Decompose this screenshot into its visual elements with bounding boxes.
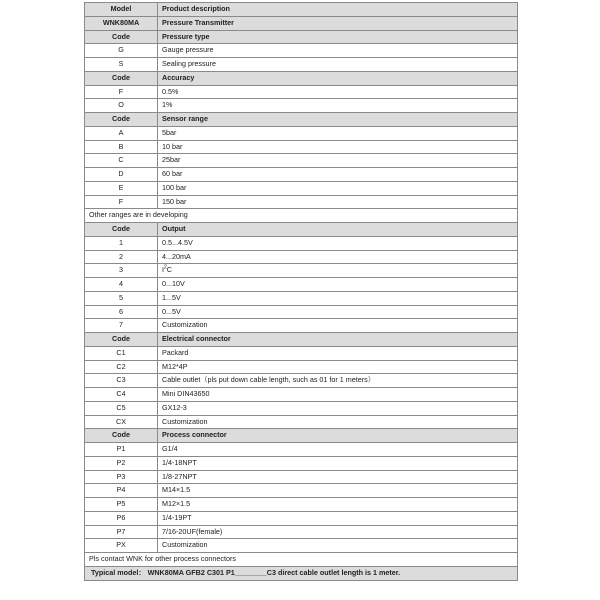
option-code: 7 [85, 319, 158, 333]
option-code: C3 [85, 374, 158, 388]
option-code: P6 [85, 511, 158, 525]
option-row [85, 181, 518, 195]
section-header-row [85, 429, 518, 443]
option-description: Packard [158, 346, 518, 360]
option-row [85, 140, 518, 154]
section-header-row [85, 71, 518, 85]
option-row [85, 99, 518, 113]
option-row [85, 264, 518, 278]
option-code: C5 [85, 401, 158, 415]
section-code-header: Code [85, 113, 158, 127]
product-code-sheet [84, 2, 517, 581]
option-description: M14×1.5 [158, 484, 518, 498]
option-row [85, 539, 518, 553]
option-code: PX [85, 539, 158, 553]
option-code: F [85, 195, 158, 209]
table-header-row [85, 3, 518, 17]
option-row [85, 319, 518, 333]
option-code: P5 [85, 498, 158, 512]
typical-model-text: Typical model： WNK80MA GFB2 C301 P1________C3 direct cable outlet length is 1 meter. [85, 566, 518, 580]
option-description: Cable outlet（pls put down cable length, such as 01 for 1 meters） [158, 374, 518, 388]
option-description: 0.5...4.5V [158, 236, 518, 250]
option-row [85, 291, 518, 305]
option-row [85, 236, 518, 250]
table-body [85, 3, 518, 581]
option-description: Sealing pressure [158, 58, 518, 72]
option-code: E [85, 181, 158, 195]
option-row [85, 401, 518, 415]
option-code: C2 [85, 360, 158, 374]
option-row [85, 154, 518, 168]
option-description: 25bar [158, 154, 518, 168]
option-code: C1 [85, 346, 158, 360]
option-row [85, 525, 518, 539]
option-row [85, 443, 518, 457]
option-description: 0.5% [158, 85, 518, 99]
option-description: Customization [158, 539, 518, 553]
option-row [85, 44, 518, 58]
option-code: 5 [85, 291, 158, 305]
section-title: Sensor range [158, 113, 518, 127]
section-code-header: Code [85, 223, 158, 237]
section-note: Pls contact WNK for other process connectors [85, 553, 518, 567]
option-description: 1...5V [158, 291, 518, 305]
option-description: Mini DIN43650 [158, 388, 518, 402]
section-code-header: Code [85, 30, 158, 44]
option-row [85, 498, 518, 512]
model-row [85, 16, 518, 30]
option-description: 1% [158, 99, 518, 113]
option-row [85, 346, 518, 360]
option-code: P3 [85, 470, 158, 484]
model-selection-table [84, 2, 518, 581]
option-description: 7/16-20UF(female) [158, 525, 518, 539]
option-description-superscript: 2 [164, 264, 167, 271]
option-description: 1/8-27NPT [158, 470, 518, 484]
header-description-cell: Product description [158, 3, 518, 17]
option-description [158, 264, 518, 278]
option-code: P4 [85, 484, 158, 498]
option-code: 6 [85, 305, 158, 319]
option-code: S [85, 58, 158, 72]
option-description-text: I [162, 265, 164, 275]
model-description-cell: Pressure Transmitter [158, 16, 518, 30]
option-code: 4 [85, 278, 158, 292]
section-title: Accuracy [158, 71, 518, 85]
option-row [85, 250, 518, 264]
section-code-header: Code [85, 429, 158, 443]
section-header-row [85, 113, 518, 127]
option-code: F [85, 85, 158, 99]
option-row [85, 85, 518, 99]
section-title: Process connector [158, 429, 518, 443]
option-row [85, 168, 518, 182]
section-note: Other ranges are in developing [85, 209, 518, 223]
option-code: O [85, 99, 158, 113]
option-description: 10 bar [158, 140, 518, 154]
option-description: 1/4-19PT [158, 511, 518, 525]
option-row [85, 388, 518, 402]
option-description: 5bar [158, 126, 518, 140]
option-description: M12×1.5 [158, 498, 518, 512]
option-row [85, 484, 518, 498]
note-row [85, 209, 518, 223]
option-code: D [85, 168, 158, 182]
option-code: CX [85, 415, 158, 429]
option-code: B [85, 140, 158, 154]
option-code: 2 [85, 250, 158, 264]
option-code: A [85, 126, 158, 140]
option-row [85, 374, 518, 388]
option-code: P1 [85, 443, 158, 457]
section-title: Electrical connector [158, 333, 518, 347]
option-code: C4 [85, 388, 158, 402]
option-description: 1/4-18NPT [158, 456, 518, 470]
option-description: Gauge pressure [158, 44, 518, 58]
section-header-row [85, 223, 518, 237]
option-row [85, 456, 518, 470]
option-row [85, 58, 518, 72]
option-description-suffix: C [166, 265, 172, 275]
option-code: G [85, 44, 158, 58]
option-code: P2 [85, 456, 158, 470]
section-code-header: Code [85, 71, 158, 85]
option-description: GX12-3 [158, 401, 518, 415]
option-row [85, 195, 518, 209]
option-description: M12*4P [158, 360, 518, 374]
note-row [85, 553, 518, 567]
option-code: P7 [85, 525, 158, 539]
option-code: C [85, 154, 158, 168]
option-description: 4...20mA [158, 250, 518, 264]
option-description: 60 bar [158, 168, 518, 182]
header-model-cell: Model [85, 3, 158, 17]
option-row [85, 511, 518, 525]
option-row [85, 126, 518, 140]
option-row [85, 305, 518, 319]
option-description: Customization [158, 319, 518, 333]
option-row [85, 470, 518, 484]
section-title: Pressure type [158, 30, 518, 44]
section-header-row [85, 333, 518, 347]
option-description: G1/4 [158, 443, 518, 457]
option-row [85, 415, 518, 429]
section-header-row [85, 30, 518, 44]
option-description: 100 bar [158, 181, 518, 195]
typical-model-row [85, 566, 518, 580]
option-description: 150 bar [158, 195, 518, 209]
option-code: 1 [85, 236, 158, 250]
option-row [85, 360, 518, 374]
option-code: 3 [85, 264, 158, 278]
section-code-header: Code [85, 333, 158, 347]
model-code-cell: WNK80MA [85, 16, 158, 30]
option-row [85, 278, 518, 292]
option-description: 0...5V [158, 305, 518, 319]
option-description: 0...10V [158, 278, 518, 292]
section-title: Output [158, 223, 518, 237]
option-description: Customization [158, 415, 518, 429]
